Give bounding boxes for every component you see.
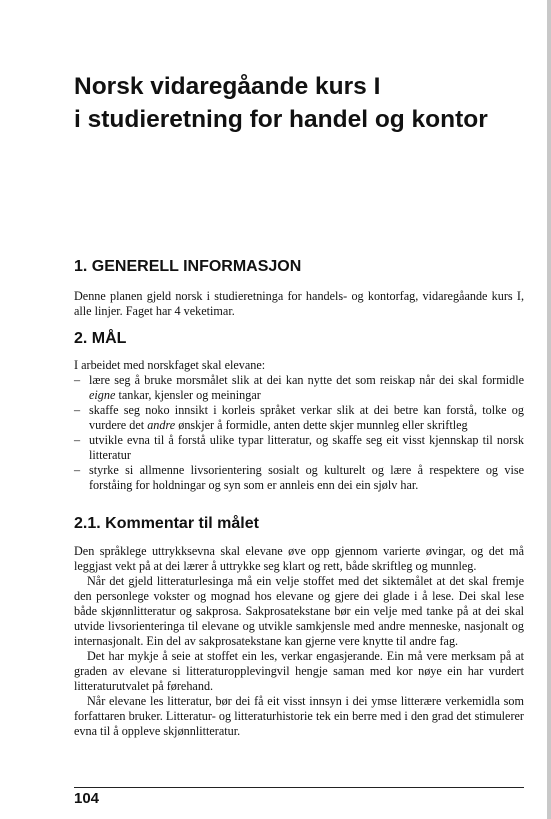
dash-bullet: – bbox=[74, 463, 81, 477]
page-edge-shadow bbox=[547, 0, 551, 819]
goal-list bbox=[74, 373, 524, 493]
section-2-heading: 2. MÅL bbox=[74, 330, 127, 347]
footer-rule bbox=[74, 787, 524, 788]
page-number: 104 bbox=[74, 790, 100, 807]
goal-list-item: – lære seg å bruke morsmålet slik at dei kan nytte det som reiskap når dei skal formidle eigne tankar, kjensler og meiningar bbox=[74, 373, 524, 402]
section-2-body bbox=[74, 358, 524, 493]
commentary-paragraph: Når elevane les litteratur, bør dei få eit visst innsyn i dei ymse litterære verkemidla som forfattaren bruker. Litteratur- og litteraturhistorie tek ein berre med i den grad det stimulerer evna til å oppleve skjønnlitteratur. bbox=[74, 694, 524, 738]
section-2-1-heading: 2.1. Kommentar til målet bbox=[74, 515, 259, 532]
title-line-2: i studieretning for handel og kontor bbox=[74, 106, 488, 133]
commentary-paragraph: Det har mykje å seie at stoffet ein les, verkar engasjerande. Ein må vere merksam på at graden av elevane si litteraturopplevingvil hengje saman med kor nøye ein har vurdert litteraturutvalet på førehand. bbox=[74, 649, 524, 693]
dash-bullet: – bbox=[74, 433, 81, 447]
document-title bbox=[74, 70, 524, 136]
goal-list-item: – skaffe seg noko innsikt i korleis språket verkar slik at dei betre kan forstå, tolke og vurdere det andre ønskjer å formidle, anten dette skjer munnleg eller skriftleg bbox=[74, 403, 524, 432]
section-1-body bbox=[74, 289, 524, 319]
commentary-paragraph: Når det gjeld litteraturlesinga må ein velje stoffet med det siktemålet at det skal fremje den personlege vokster og mognad hos elevane og gjere dei glade i å lese. Dei skal lese både skjønnlitteratur og sakprosa. Sakprosatekstane bør ein velje med tanke på at dei skal utvide livsorienteringa til elevane og utvikle samkjensle med andre menneske, nasjonalt og internasjonalt. Ein del av sakprosatekstane kan gjerne vere knytte til andre fag. bbox=[74, 574, 524, 648]
dash-bullet: – bbox=[74, 403, 81, 417]
commentary-paragraph: Den språklege uttrykksevna skal elevane øve opp gjennom varierte øvingar, og det må leggjast vekt på at dei lærer å uttrykke seg klart og rett, både skriftleg og munnleg. bbox=[74, 544, 524, 573]
section-1-paragraph: Denne planen gjeld norsk i studieretninga for handels- og kontorfag, vidaregåande kurs I, alle linjer. Faget har 4 veketimar. bbox=[74, 289, 524, 318]
section-1-heading: 1. GENERELL INFORMASJON bbox=[74, 258, 302, 275]
section-2-1-body bbox=[74, 544, 524, 739]
title-line-1: Norsk vidaregåande kurs I bbox=[74, 73, 381, 100]
dash-bullet: – bbox=[74, 373, 81, 387]
section-2-intro: I arbeidet med norskfaget skal elevane: bbox=[74, 358, 266, 372]
goal-list-item: – utvikle evna til å forstå ulike typar litteratur, og skaffe seg eit visst kjennskap til norsk litteratur bbox=[74, 433, 524, 462]
goal-list-item: – styrke si allmenne livsorientering sosialt og kulturelt og lære å respektere og vise forståing for holdningar og syn som er annleis enn dei ein sjølv har. bbox=[74, 463, 524, 492]
